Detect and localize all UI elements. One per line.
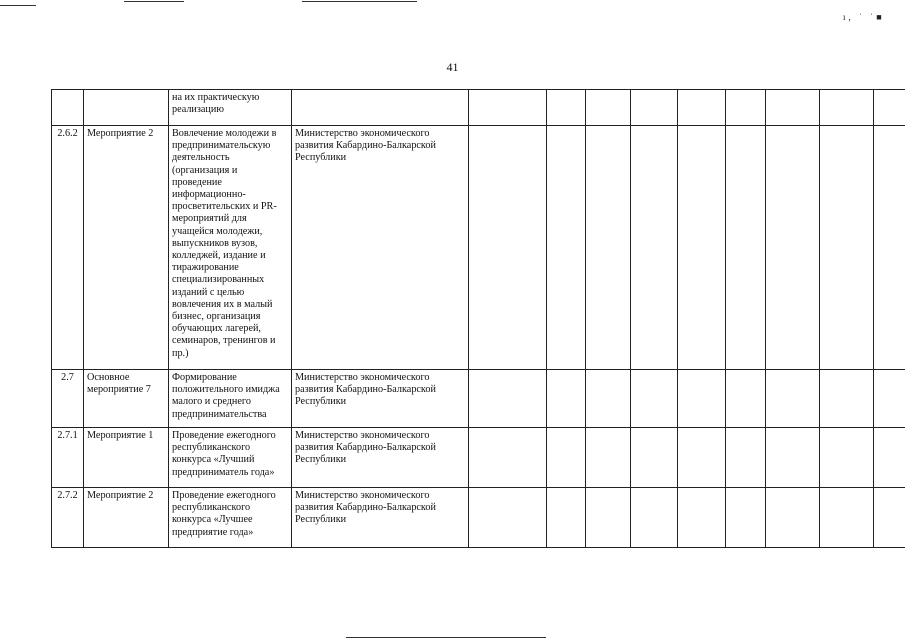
empty-cell: [726, 488, 766, 548]
empty-cell: [469, 126, 547, 370]
empty-cell: [547, 126, 586, 370]
empty-cell: [766, 488, 820, 548]
empty-cell: [820, 488, 874, 548]
empty-cell: [547, 488, 586, 548]
measure-description-cell: Вовлечение молодежи в предпринимательскую деятельность (организация и проведение информационно- просветительских и PR- мероприятий для учащейся молодежи, выпускников вузов, колледжей, издание и тиражирование специализированных изданий с целью вовлечения их в малый бизнес, организация обучающих лагерей, семинаров, тренингов и пр.): [169, 126, 292, 370]
measure-description-cell: Формирование положительного имиджа малого и среднего предпринимательства: [169, 370, 292, 428]
measure-name-cell: Мероприятие 2: [84, 126, 169, 370]
table-row: [52, 428, 905, 488]
scan-line-bottom: [346, 637, 546, 638]
row-number-cell: 2.7.1: [52, 428, 84, 488]
scan-line-top-mid: [124, 1, 184, 2]
measure-description-cell: Проведение ежегодного республиканского конкурса «Лучший предприниматель года»: [169, 428, 292, 488]
row-number-cell: [52, 90, 84, 126]
empty-cell: [586, 370, 631, 428]
measure-description-cell: на их практическую реализацию: [169, 90, 292, 126]
scan-line-top-right: [302, 1, 417, 2]
empty-cell: [726, 428, 766, 488]
empty-cell: [469, 370, 547, 428]
table-row: [52, 488, 905, 548]
empty-cell: [820, 126, 874, 370]
empty-cell: [766, 126, 820, 370]
empty-cell: [631, 370, 678, 428]
scan-line-top-left: [0, 5, 36, 6]
empty-cell: [820, 370, 874, 428]
empty-cell: [586, 90, 631, 126]
empty-cell: [469, 488, 547, 548]
empty-cell: [586, 126, 631, 370]
empty-cell: [874, 370, 905, 428]
empty-cell: [766, 428, 820, 488]
empty-cell: [631, 488, 678, 548]
empty-cell: [469, 428, 547, 488]
empty-cell: [766, 370, 820, 428]
empty-cell: [726, 370, 766, 428]
empty-cell: [547, 90, 586, 126]
empty-cell: [678, 488, 726, 548]
executor-cell: Министерство экономического развития Кабардино-Балкарской Республики: [292, 488, 469, 548]
empty-cell: [631, 428, 678, 488]
executor-cell: Министерство экономического развития Кабардино-Балкарской Республики: [292, 126, 469, 370]
measure-name-cell: Мероприятие 2: [84, 488, 169, 548]
empty-cell: [678, 428, 726, 488]
empty-cell: [547, 370, 586, 428]
table-row: [52, 370, 905, 428]
scribble-mark-icon: ı, ˈ ˈ■: [843, 12, 885, 22]
row-number-cell: 2.7: [52, 370, 84, 428]
empty-cell: [678, 370, 726, 428]
empty-cell: [586, 488, 631, 548]
empty-cell: [678, 90, 726, 126]
empty-cell: [874, 428, 905, 488]
empty-cell: [678, 126, 726, 370]
table-row: [52, 126, 905, 370]
empty-cell: [874, 126, 905, 370]
empty-cell: [547, 428, 586, 488]
measure-name-cell: [84, 90, 169, 126]
executor-cell: Министерство экономического развития Кабардино-Балкарской Республики: [292, 370, 469, 428]
measures-table: [51, 89, 905, 548]
page-number: 41: [446, 60, 459, 74]
empty-cell: [874, 488, 905, 548]
measure-name-cell: Мероприятие 1: [84, 428, 169, 488]
empty-cell: [586, 428, 631, 488]
empty-cell: [726, 90, 766, 126]
executor-cell: [292, 90, 469, 126]
row-number-cell: 2.7.2: [52, 488, 84, 548]
measure-description-cell: Проведение ежегодного республиканского конкурса «Лучшее предприятие года»: [169, 488, 292, 548]
empty-cell: [820, 90, 874, 126]
executor-cell: Министерство экономического развития Кабардино-Балкарской Республики: [292, 428, 469, 488]
empty-cell: [726, 126, 766, 370]
empty-cell: [766, 90, 820, 126]
empty-cell: [631, 90, 678, 126]
row-number-cell: 2.6.2: [52, 126, 84, 370]
empty-cell: [874, 90, 905, 126]
table-row: [52, 90, 905, 126]
empty-cell: [469, 90, 547, 126]
measure-name-cell: Основное мероприятие 7: [84, 370, 169, 428]
empty-cell: [631, 126, 678, 370]
empty-cell: [820, 428, 874, 488]
